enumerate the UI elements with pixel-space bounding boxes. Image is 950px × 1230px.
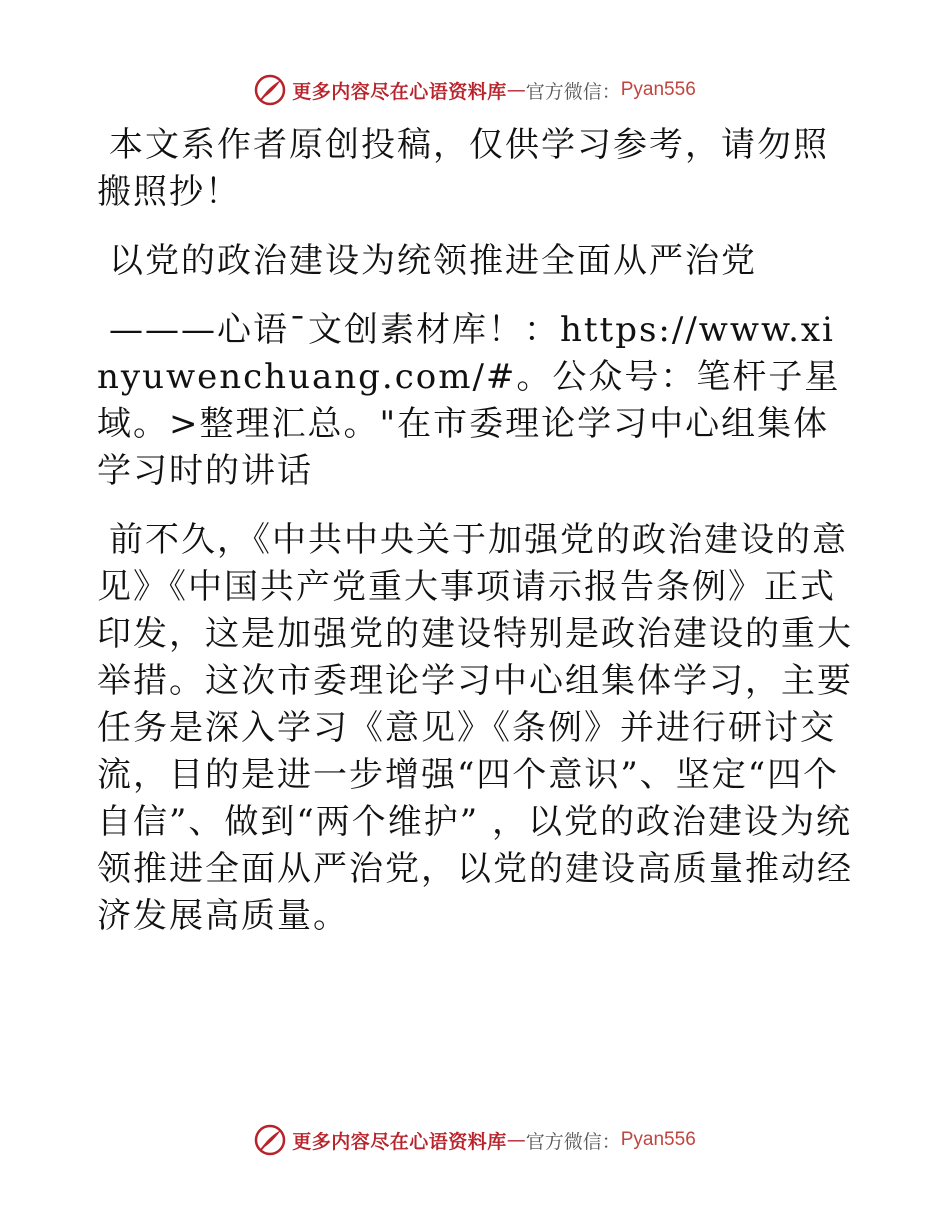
quill-pen-logo-icon bbox=[254, 1124, 286, 1156]
watermark-dash: — bbox=[506, 79, 526, 101]
body-paragraph: 前不久，《中共中央关于加强党的政治建设的意见》《中国共产党重大事项请示报告条例》正式印发，这是加强党的建设特别是政治建设的重大举措。这次市委理论学习中心组集体学习，主要任务是深入学习《意见》《条例》并进行研讨交流，目的是进一步增强“四个意识”、坚定“四个自信”、做到“两个维护” ，以党的政治建设为统领推进全面从严治党，以党的建设高质量推动经济发展高质量。 bbox=[97, 520, 853, 936]
watermark-wechat-label: 官方微信： bbox=[525, 80, 621, 103]
header-watermark bbox=[0, 70, 950, 110]
quill-pen-logo-icon bbox=[254, 74, 286, 106]
watermark-brand: 更多内容尽在心语资料库 bbox=[292, 80, 507, 103]
footer-watermark bbox=[0, 1120, 950, 1160]
document-title: 以党的政治建设为统领推进全面从严治党 bbox=[109, 241, 757, 281]
watermark-brand: 更多内容尽在心语资料库 bbox=[292, 1130, 507, 1153]
watermark-wechat-label: 官方微信： bbox=[525, 1130, 621, 1153]
watermark-handle: Pyan556 bbox=[620, 1129, 696, 1150]
copyright-notice: 本文系作者原创投稿，仅供学习参考，请勿照搬照抄！ bbox=[97, 125, 829, 212]
document-body bbox=[97, 122, 857, 940]
source-line: ———心语¯文创素材库！：https://www.xinyuwenchuang.com/#。公众号：笔杆子星域。>整理汇总。"在市委理论学习中心组集体学习时的讲话 bbox=[97, 310, 841, 491]
watermark-handle: Pyan556 bbox=[620, 79, 696, 100]
watermark-dash: — bbox=[506, 1129, 526, 1151]
